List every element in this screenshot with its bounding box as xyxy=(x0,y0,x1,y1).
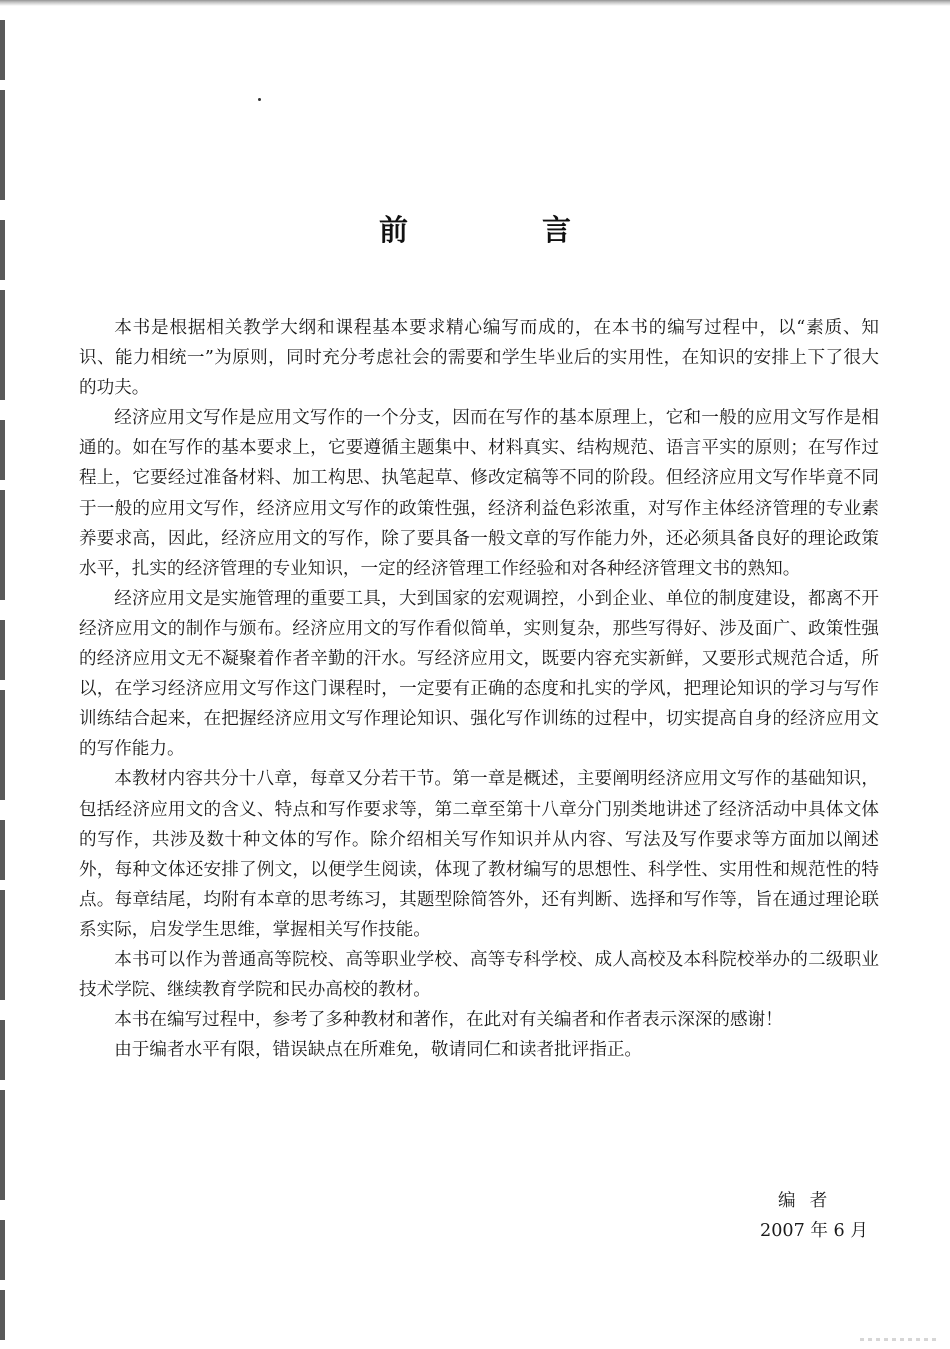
paragraph-6: 本书在编写过程中，参考了多种教材和著作，在此对有关编者和作者表示深深的感谢！ xyxy=(114,1010,783,1031)
scan-speck xyxy=(258,98,261,101)
paragraph-3: 经济应用文是实施管理的重要工具，大到国家的宏观调控，小到企业、单位的制度建设，都离不开经济应用文的制作与颁布。经济应用文的写作看似简单，实则复杂，那些写得好、涉及面广、政策性强的经济应用文无不凝聚着作者辛勤的汗水。写经济应用文，既要内容充实新鲜，又要形式规范合适，所以，在学习经济应用文写作这门课程时，一定要有正确的态度和扎实的学风，把理论知识的学习与写作训练结合起来，在把握经济应用文写作理论知识、强化写作训练的过程中，切实提高自身的经济应用文的写作能力。 xyxy=(79,588,879,760)
paragraph-2: 经济应用文写作是应用文写作的一个分支，因而在写作的基本原理上，它和一般的应用文写作是相通的。如在写作的基本要求上，它要遵循主题集中、材料真实、结构规范、语言平实的原则；在写作过程上，它要经过准备材料、加工构思、执笔起草、修改定稿等不同的阶段。但经济应用文写作毕竟不同于一般的应用文写作，经济应用文写作的政策性强，经济利益色彩浓重，对写作主体经济管理的专业素养要求高，因此，经济应用文的写作，除了要具备一般文章的写作能力外，还必须具备良好的理论政策水平，扎实的经济管理的专业知识，一定的经济管理工作经验和对各种经济管理文书的熟知。 xyxy=(79,408,879,579)
page-title: 前 言 xyxy=(378,213,634,247)
paragraph-1: 本书是根据相关教学大纲和课程基本要求精心编写而成的，在本书的编写过程中，以“素质、知识、能力相统一”为原则，同时充分考虑社会的需要和学生毕业后的实用性，在知识的安排上下了很大的功夫。 xyxy=(79,318,879,399)
paragraph-5: 本书可以作为普通高等院校、高等职业学校、高等专科学校、成人高校及本科院校举办的二级职业技术学院、继续教育学院和民办高校的教材。 xyxy=(79,949,879,1001)
signature-date: 2007 年 6 月 xyxy=(760,1221,868,1241)
scan-top-edge xyxy=(0,0,950,6)
signature-author: 编者 xyxy=(778,1191,842,1211)
paragraph-7: 由于编者水平有限，错误缺点在所难免，敬请同仁和读者批评指正。 xyxy=(114,1040,643,1061)
preface-body xyxy=(79,313,879,1065)
scan-bottom-mark xyxy=(860,1338,940,1341)
signature-block xyxy=(760,1186,900,1246)
paragraph-4: 本教材内容共分十八章，每章又分若干节。第一章是概述，主要阐明经济应用文写作的基础知识，包括经济应用文的含义、特点和写作要求等，第二章至第十八章分门别类地讲述了经济活动中具体文体的写作，共涉及数十种文体的写作。除介绍相关写作知识并从内容、写法及写作要求等方面加以阐述外，每种文体还安排了例文，以便学生阅读，体现了教材编写的思想性、科学性、实用性和规范性的特点。每章结尾，均附有本章的思考练习，其题型除简答外，还有判断、选择和写作等，旨在通过理论联系实际，启发学生思维，掌握相关写作技能。 xyxy=(79,769,879,940)
